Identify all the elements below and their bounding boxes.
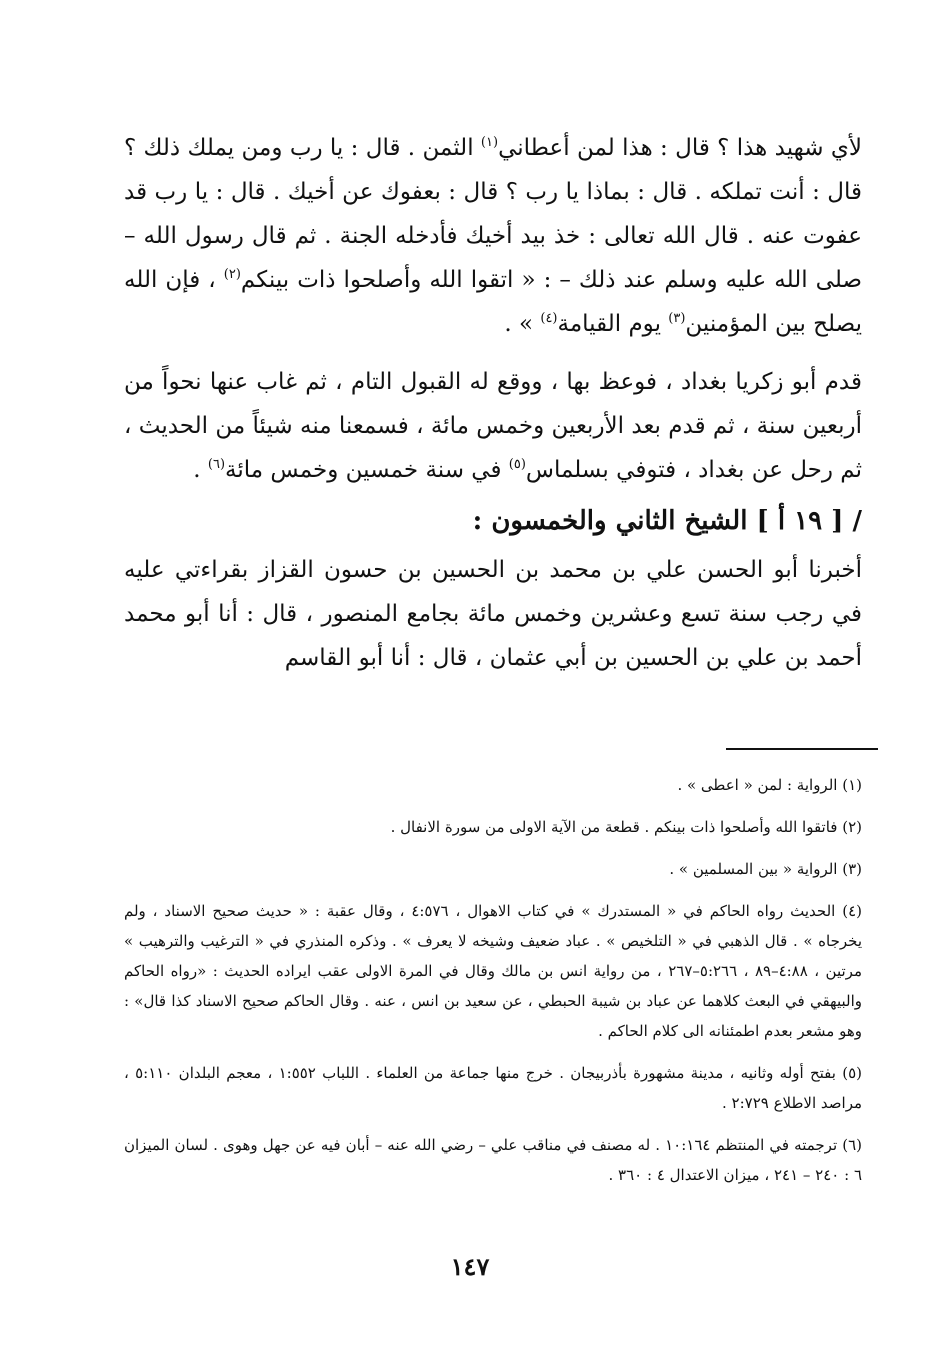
footnote-6: (٦) ترجمته في المنتظم ١٠:١٦٤ . له مصنف في مناقب علي – رضي الله عنه – أبان فيه عن جهل وهوى . لسان الميزان ٦ : ٢٤٠ – ٢٤١ ، ميزان الاعتدال ٤ : ٣٦٠ .: [124, 1136, 862, 1184]
folio-marker: / [ ١٩ أ ]: [756, 506, 862, 536]
footnote-ref-1[interactable]: (١): [480, 135, 499, 150]
footnote-2: (٢) فاتقوا الله وأصلحوا ذات بينكم . قطعة من الآية الاولى من سورة الانفال .: [390, 818, 862, 836]
section-heading: [124, 498, 862, 544]
main-text: [124, 126, 862, 680]
page-number: ١٤٧: [450, 1252, 490, 1281]
footnote-separator: [726, 748, 878, 750]
footnote-4: (٤) الحديث رواه الحاكم في « المستدرك » في كتاب الاهوال ، ٤:٥٧٦ ، وقال عقبة : « حديث صحيح الاسناد ، ولم يخرجاه » . قال الذهبي في « التلخيص » . عباد ضعيف وشيخه لا يعرف » . وذكره المنذري في « الترغيب والترهيب » مرتين ، ٤:٨٨–٨٩ ، ٥:٢٦٦–٢٦٧ ، من رواية انس بن مالك وقال في المرة الاولى عقب ايراده الحديث : «رواه الحاكم والبيهقي في البعث كلاهما عن عباد بن شيبة الحبطي ، عن سعيد بن انس ، عنه . وقال الحاكم صحيح الاسناد كذا قال» : وهو مشعر بعدم اطمئنانه الى كلام الحاكم .: [124, 902, 862, 1040]
footnote-ref-6[interactable]: (٦): [207, 457, 226, 472]
footnote-3: (٣) الرواية « بين المسلمين » .: [669, 860, 862, 878]
text-run: في سنة خمسين وخمس مائة: [225, 457, 509, 483]
text-run: الثمن . قال : يا رب ومن يملك ذلك ؟ قال : أنت تملكه . قال : بماذا يا رب ؟ قال : بعفوك عن أخيك . قال : يا رب قد عفوت عنه . قال الله تعالى : خذ بيد أخيك فأدخله الجنة . ثم قال رسول الله – صلى الله عليه وسلم عند ذلك – : « اتقوا الله وأصلحوا ذات بينكم: [124, 135, 862, 293]
heading-title: الشيخ الثاني والخمسون :: [472, 506, 757, 536]
text-run: يوم القيامة: [557, 311, 669, 337]
footnote-ref-5[interactable]: (٥): [508, 457, 526, 472]
text-run: قدم أبو زكريا بغداد ، فوعظ بها ، ووقع له القبول التام ، ثم غاب عنها نحواً من أربعين سنة ، ثم قدم بعد الأربعين وخمس مائة ، فسمعنا منه شيئاً من الحديث ، ثم رحل عن بغداد ، فتوفي بسلماس: [124, 369, 862, 483]
footnotes: [124, 770, 862, 1202]
footnote-5: (٥) بفتح أوله وثانيه ، مدينة مشهورة بأذربيجان . خرج منها جماعة من العلماء . اللباب ١:٥٥٢ ، معجم البلدان ٥:١١٠ ، مراصد الاطلاع ٢:٧٢٩ .: [124, 1064, 862, 1112]
text-run: ، فإن الله يصلح بين المؤمنين: [124, 267, 862, 337]
text-run: .: [193, 457, 208, 483]
footnote-ref-3[interactable]: (٣): [668, 311, 686, 326]
text-run: » .: [504, 311, 541, 337]
paragraph-3: أخبرنا أبو الحسن علي بن محمد بن الحسين بن حسون القزاز بقراءتي عليه في رجب سنة تسع وعشرين وخمس مائة بجامع المنصور ، قال : أنا أبو محمد أحمد بن علي بن الحسين بن أبي عثمان ، قال : أنا أبو القاسم: [124, 557, 862, 671]
footnote-ref-2[interactable]: (٢): [223, 267, 241, 282]
footnote-ref-4[interactable]: (٤): [540, 311, 558, 326]
footnote-1: (١) الرواية : لمن « اعطى » .: [677, 776, 862, 794]
paragraph-1: [124, 126, 862, 346]
paragraph-2: [124, 360, 862, 492]
text-run: لأي شهيد هذا ؟ قال : هذا لمن أعطاني: [498, 135, 862, 161]
